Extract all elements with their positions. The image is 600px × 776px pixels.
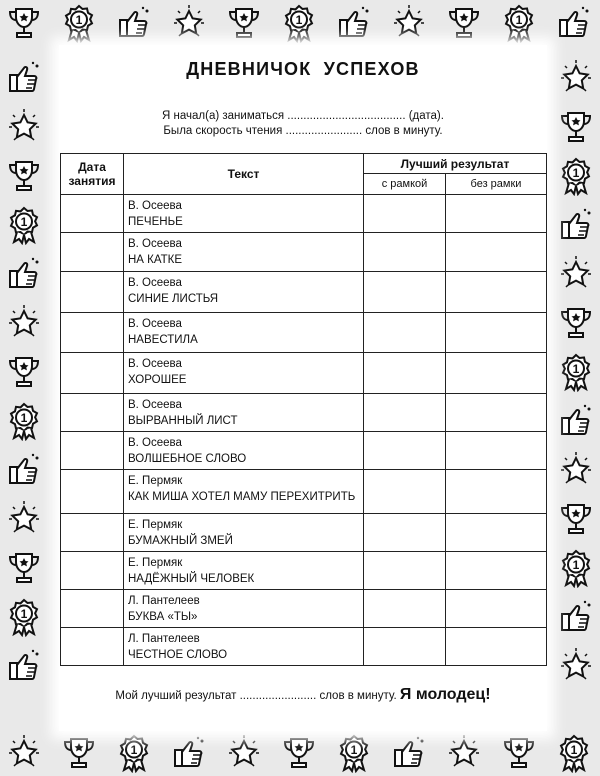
text-cell — [124, 195, 364, 233]
story-title: БУКВА «ТЫ» — [128, 611, 198, 623]
date-cell[interactable] — [61, 470, 124, 514]
header-with-frame: с рамкой — [364, 174, 446, 195]
cheer-text: Я молодец! — [399, 686, 491, 703]
without-frame-cell[interactable] — [446, 353, 547, 394]
trophy-icon — [59, 733, 99, 773]
text-cell — [124, 470, 364, 514]
svg-text:1: 1 — [572, 166, 580, 180]
date-cell[interactable] — [61, 514, 124, 552]
text-cell — [124, 514, 364, 552]
table-row — [61, 313, 547, 353]
text-cell — [124, 272, 364, 313]
start-speed-line: Была скорость чтения ........................ слов в минуту. — [163, 125, 443, 137]
story-title: ВОЛШЕБНОЕ СЛОВО — [128, 453, 247, 465]
star-icon — [556, 58, 596, 98]
story-author: В. Осеева — [128, 437, 182, 449]
medal-one-icon — [556, 352, 596, 392]
table-row — [61, 272, 547, 313]
without-frame-cell[interactable] — [446, 552, 547, 590]
without-frame-cell[interactable] — [446, 514, 547, 552]
page-title: ДНЕВНИЧОК УСПЕХОВ — [186, 59, 420, 79]
progress-table — [60, 153, 547, 666]
thumbs-up-icon — [4, 646, 44, 686]
trophy-icon — [279, 733, 319, 773]
without-frame-cell[interactable] — [446, 233, 547, 272]
date-cell[interactable] — [61, 590, 124, 628]
thumbs-up-icon — [4, 450, 44, 490]
story-author: Е. Пермяк — [128, 557, 183, 569]
trophy-icon — [4, 352, 44, 392]
svg-text:1: 1 — [20, 411, 28, 425]
story-author: Л. Пантелеев — [128, 633, 200, 645]
svg-text:1: 1 — [75, 13, 83, 27]
star-icon — [4, 303, 44, 343]
thumbs-up-icon — [114, 3, 154, 43]
without-frame-cell[interactable] — [446, 628, 547, 666]
story-author: В. Осеева — [128, 318, 182, 330]
story-title: ХОРОШЕЕ — [128, 374, 187, 386]
story-author: В. Осеева — [128, 238, 182, 250]
table-row — [61, 514, 547, 552]
without-frame-cell[interactable] — [446, 313, 547, 353]
with-frame-cell[interactable] — [364, 432, 446, 470]
story-title: СИНИЕ ЛИСТЬЯ — [128, 293, 219, 305]
without-frame-cell[interactable] — [446, 394, 547, 432]
with-frame-cell[interactable] — [364, 590, 446, 628]
thumbs-up-icon — [4, 58, 44, 98]
svg-text:1: 1 — [20, 215, 28, 229]
thumbs-up-icon — [334, 3, 374, 43]
svg-text:1: 1 — [295, 13, 303, 27]
story-author: Л. Пантелеев — [128, 595, 200, 607]
text-cell — [124, 432, 364, 470]
header-text: Текст — [124, 154, 364, 195]
star-icon — [4, 107, 44, 147]
without-frame-cell[interactable] — [446, 590, 547, 628]
table-row — [61, 233, 547, 272]
with-frame-cell[interactable] — [364, 628, 446, 666]
story-title: КАК МИША ХОТЕЛ МАМУ ПЕРЕХИТРИТЬ — [128, 491, 356, 503]
svg-text:1: 1 — [130, 743, 138, 757]
without-frame-cell[interactable] — [446, 432, 547, 470]
date-cell[interactable] — [61, 195, 124, 233]
trophy-icon — [499, 733, 539, 773]
story-title: НАВЕСТИЛА — [128, 334, 198, 346]
svg-text:1: 1 — [572, 362, 580, 376]
story-author: В. Осеева — [128, 399, 182, 411]
trophy-icon — [4, 3, 44, 43]
story-author: В. Осеева — [128, 277, 182, 289]
medal-one-icon — [279, 3, 319, 43]
date-cell[interactable] — [61, 394, 124, 432]
thumbs-up-icon — [4, 254, 44, 294]
date-cell[interactable] — [61, 233, 124, 272]
trophy-icon — [4, 548, 44, 588]
with-frame-cell[interactable] — [364, 470, 446, 514]
star-icon — [444, 733, 484, 773]
text-cell — [124, 313, 364, 353]
date-cell[interactable] — [61, 628, 124, 666]
without-frame-cell[interactable] — [446, 272, 547, 313]
text-cell — [124, 353, 364, 394]
with-frame-cell[interactable] — [364, 233, 446, 272]
without-frame-cell[interactable] — [446, 470, 547, 514]
story-title: БУМАЖНЫЙ ЗМЕЙ — [128, 535, 233, 547]
date-cell[interactable] — [61, 313, 124, 353]
story-author: Е. Пермяк — [128, 475, 183, 487]
thumbs-up-icon — [556, 205, 596, 245]
table-row — [61, 552, 547, 590]
table-body — [61, 195, 547, 666]
medal-one-icon — [334, 733, 374, 773]
trophy-icon — [4, 156, 44, 196]
trophy-icon — [224, 3, 264, 43]
medal-one-icon — [556, 156, 596, 196]
star-icon — [556, 450, 596, 490]
svg-text:1: 1 — [350, 743, 358, 757]
worksheet — [59, 45, 547, 731]
thumbs-up-icon — [554, 3, 594, 43]
trophy-icon — [444, 3, 484, 43]
trophy-icon — [556, 303, 596, 343]
star-icon — [556, 646, 596, 686]
thumbs-up-icon — [169, 733, 209, 773]
table-row — [61, 394, 547, 432]
thumbs-up-icon — [389, 733, 429, 773]
date-cell[interactable] — [61, 432, 124, 470]
star-icon — [224, 733, 264, 773]
table-row — [61, 590, 547, 628]
text-cell — [124, 628, 364, 666]
with-frame-cell[interactable] — [364, 394, 446, 432]
svg-text:1: 1 — [570, 743, 578, 757]
medal-one-icon — [556, 548, 596, 588]
header-best-result: Лучший результат — [364, 154, 547, 174]
table-row — [61, 432, 547, 470]
with-frame-cell[interactable] — [364, 272, 446, 313]
svg-text:1: 1 — [20, 607, 28, 621]
story-author: Е. Пермяк — [128, 519, 183, 531]
story-author: В. Осеева — [128, 200, 182, 212]
story-title: ПЕЧЕНЬЕ — [128, 216, 183, 228]
with-frame-cell[interactable] — [364, 195, 446, 233]
story-title: ВЫРВАННЫЙ ЛИСТ — [128, 415, 238, 427]
table-row — [61, 353, 547, 394]
header-date: Дата занятия — [61, 154, 124, 195]
trophy-icon — [556, 107, 596, 147]
star-icon — [4, 733, 44, 773]
story-title: НА КАТКЕ — [128, 254, 183, 266]
medal-one-icon — [4, 205, 44, 245]
text-cell — [124, 552, 364, 590]
star-icon — [556, 254, 596, 294]
without-frame-cell[interactable] — [446, 195, 547, 233]
with-frame-cell[interactable] — [364, 514, 446, 552]
best-result-line: Мой лучший результат ........................ слов в минуту. — [115, 690, 397, 702]
story-author: В. Осеева — [128, 358, 182, 370]
header-without-frame: без рамки — [446, 174, 547, 195]
star-icon — [169, 3, 209, 43]
thumbs-up-icon — [556, 597, 596, 637]
story-title: НАДЁЖНЫЙ ЧЕЛОВЕК — [128, 573, 255, 585]
medal-one-icon — [4, 401, 44, 441]
date-cell[interactable] — [61, 272, 124, 313]
with-frame-cell[interactable] — [364, 353, 446, 394]
text-cell — [124, 233, 364, 272]
medal-one-icon — [499, 3, 539, 43]
date-cell[interactable] — [61, 552, 124, 590]
start-date-line: Я начал(а) заниматься ..................................... (дата). — [162, 110, 444, 122]
story-title: ЧЕСТНОЕ СЛОВО — [128, 649, 228, 661]
star-icon — [4, 499, 44, 539]
date-cell[interactable] — [61, 353, 124, 394]
table-row — [61, 195, 547, 233]
with-frame-cell[interactable] — [364, 313, 446, 353]
text-cell — [124, 394, 364, 432]
medal-one-icon — [114, 733, 154, 773]
table-row — [61, 628, 547, 666]
text-cell — [124, 590, 364, 628]
svg-text:1: 1 — [515, 13, 523, 27]
with-frame-cell[interactable] — [364, 552, 446, 590]
footer — [59, 686, 547, 704]
medal-one-icon — [59, 3, 99, 43]
trophy-icon — [556, 499, 596, 539]
svg-text:1: 1 — [572, 558, 580, 572]
thumbs-up-icon — [556, 401, 596, 441]
table-row — [61, 470, 547, 514]
star-icon — [389, 3, 429, 43]
medal-one-icon — [554, 733, 594, 773]
medal-one-icon — [4, 597, 44, 637]
intro-block — [59, 109, 547, 139]
